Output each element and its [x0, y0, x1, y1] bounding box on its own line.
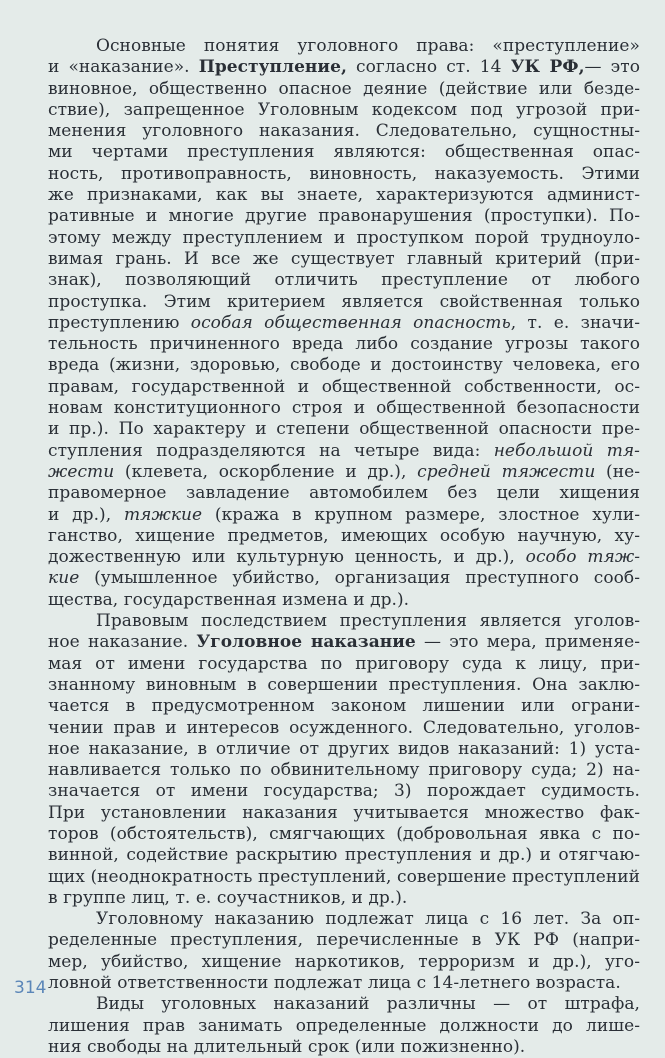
text-line: [48, 249, 640, 270]
text-run: — это: [584, 57, 640, 78]
text-run: щих (неоднократность преступлений, совершение преступлений: [48, 866, 640, 887]
text-line: [48, 867, 640, 888]
text-line: [48, 1016, 640, 1037]
text-run: виновное, общественно опасное деяние (действие или безде-: [48, 78, 640, 99]
text-run: (кража в крупном размере, злостное хули-: [202, 504, 641, 525]
paragraph: [48, 994, 640, 1058]
text-line: [48, 334, 640, 355]
text-line: [48, 419, 640, 440]
text-line: [48, 270, 640, 291]
italic-term: особая общественная опасность: [190, 312, 511, 333]
text-run: этому между преступлением и проступком порой трудноуло-: [48, 227, 640, 248]
text-run: менения уголовного наказания. Следовательно, сущностны-: [48, 121, 640, 142]
text-run: Виды уголовных наказаний различны — от штрафа,: [96, 994, 640, 1015]
body-text: [48, 36, 640, 1058]
text-line: [48, 654, 640, 675]
text-run: ствие), запрещенное Уголовным кодексом под угрозой при-: [48, 99, 640, 120]
text-run: вимая грань. И все же существует главный критерий (при-: [48, 248, 640, 269]
text-line: [48, 1037, 640, 1058]
text-run: ми чертами преступления являются: общественная опас-: [48, 142, 640, 163]
italic-term: тяжкие: [123, 504, 203, 525]
text-line: [48, 142, 640, 163]
text-line: [48, 526, 640, 547]
text-line: [48, 611, 640, 632]
text-line: [48, 505, 640, 526]
text-line: [48, 845, 640, 866]
text-line: [48, 952, 640, 973]
bold-term: УК РФ,: [510, 57, 585, 78]
text-run: и др.),: [48, 504, 124, 525]
text-line: [48, 930, 640, 951]
text-line: [48, 36, 640, 57]
text-line: [48, 590, 640, 611]
page-number: 314: [14, 978, 47, 998]
paragraph: [48, 909, 640, 994]
text-run: мер, убийство, хищение наркотиков, терроризм и др.), уго-: [48, 951, 640, 972]
text-line: [48, 781, 640, 802]
italic-term: жести: [48, 461, 115, 482]
text-run: ловной ответственности подлежат лица с 14-летнего возраста.: [48, 973, 621, 994]
text-line: [48, 824, 640, 845]
text-run: преступлению: [48, 312, 191, 333]
text-run: чении прав и интересов осужденного. Следовательно, уголов-: [48, 717, 640, 738]
text-run: правомерное завладение автомобилем без цели хищения: [48, 483, 640, 504]
text-run: ность, противоправность, виновность, наказуемость. Этими: [48, 163, 640, 184]
text-line: [48, 568, 640, 589]
text-run: винной, содействие раскрытию преступления и др.) и отягчаю-: [48, 845, 640, 866]
text-line: [48, 909, 640, 930]
text-run: мая от имени государства по приговору суда к лицу, при-: [48, 653, 640, 674]
text-run: в группе лиц, т. е. соучастников, и др.).: [48, 887, 408, 908]
text-run: торов (обстоятельств), смягчающих (добровольная явка с по-: [48, 823, 640, 844]
italic-term: небольшой тя-: [493, 440, 640, 461]
text-run: При установлении наказания учитывается множество фак-: [48, 802, 640, 823]
text-run: , т. е. значи-: [510, 312, 640, 333]
text-line: [48, 718, 640, 739]
text-line: [48, 228, 640, 249]
text-line: [48, 398, 640, 419]
text-run: ное наказание, в отличие от других видов наказаний: 1) уста-: [48, 738, 640, 759]
text-run: ступления подразделяются на четыре вида:: [48, 440, 494, 461]
text-line: [48, 377, 640, 398]
italic-term: средней тяжести: [417, 461, 596, 482]
text-line: [48, 441, 640, 462]
text-line: [48, 739, 640, 760]
text-run: ния свободы на длительный срок (или пожизненно).: [48, 1036, 526, 1057]
bold-term: Преступление,: [198, 57, 347, 78]
text-line: [48, 760, 640, 781]
text-run: Основные понятия уголовного права: «преступление»: [96, 36, 640, 56]
text-run: вреда (жизни, здоровью, свободе и достоинству человека, его: [48, 355, 640, 376]
text-run: проступка. Этим критерием является свойственная только: [48, 291, 640, 312]
text-line: [48, 973, 640, 994]
text-line: [48, 164, 640, 185]
text-run: же признаками, как вы знаете, характеризуются админист-: [48, 185, 640, 206]
italic-term: кие: [48, 568, 80, 589]
text-line: [48, 803, 640, 824]
text-run: новам конституционного строя и общественной безопасности: [48, 398, 640, 419]
text-run: (не-: [595, 461, 641, 482]
text-line: [48, 632, 640, 653]
text-line: [48, 462, 640, 483]
text-run: тельность причиненного вреда либо создание угрозы такого: [48, 334, 640, 355]
text-run: ное наказание.: [48, 632, 197, 653]
bold-term: Уголовное наказание: [196, 632, 416, 653]
text-line: [48, 57, 640, 78]
text-line: [48, 292, 640, 313]
text-run: дожественную или культурную ценность, и др.),: [48, 547, 526, 568]
text-line: [48, 994, 640, 1015]
text-run: чается в предусмотренном законом лишении или ограни-: [48, 696, 640, 717]
text-run: и пр.). По характеру и степени общественной опасности пре-: [48, 419, 640, 440]
text-run: щества, государственная измена и др.).: [48, 589, 410, 610]
text-line: [48, 675, 640, 696]
text-run: правам, государственной и общественной собственности, ос-: [48, 376, 640, 397]
text-line: [48, 185, 640, 206]
text-line: [48, 121, 640, 142]
paragraph: [48, 36, 640, 611]
text-run: Правовым последствием преступления является уголов-: [96, 611, 640, 632]
text-line: [48, 355, 640, 376]
text-line: [48, 547, 640, 568]
text-line: [48, 696, 640, 717]
text-line: [48, 313, 640, 334]
text-run: навливается только по обвинительному приговору суда; 2) на-: [48, 760, 640, 781]
paragraph: [48, 611, 640, 909]
text-line: [48, 483, 640, 504]
text-run: знанному виновным в совершении преступления. Она заклю-: [48, 674, 640, 695]
text-line: [48, 100, 640, 121]
text-run: (умышленное убийство, организация преступного сооб-: [79, 568, 640, 589]
text-line: [48, 79, 640, 100]
text-run: ганство, хищение предметов, имеющих особую научную, ху-: [48, 525, 640, 546]
text-run: — это мера, применяе-: [415, 632, 640, 653]
text-run: согласно ст. 14: [346, 57, 511, 78]
text-run: знак), позволяющий отличить преступление от любого: [48, 270, 640, 291]
text-run: ределенные преступления, перечисленные в УК РФ (напри-: [48, 930, 640, 951]
text-line: [48, 888, 640, 909]
text-run: ративные и многие другие правонарушения (проступки). По-: [48, 206, 640, 227]
text-run: и «наказание».: [48, 57, 199, 78]
text-run: значается от имени государства; 3) порождает судимость.: [48, 781, 640, 802]
text-run: Уголовному наказанию подлежат лица с 16 лет. За оп-: [96, 909, 640, 930]
text-line: [48, 206, 640, 227]
italic-term: особо тяж-: [525, 547, 640, 568]
text-run: (клевета, оскорбление и др.),: [114, 461, 418, 482]
text-run: лишения прав занимать определенные должности до лише-: [48, 1015, 640, 1036]
